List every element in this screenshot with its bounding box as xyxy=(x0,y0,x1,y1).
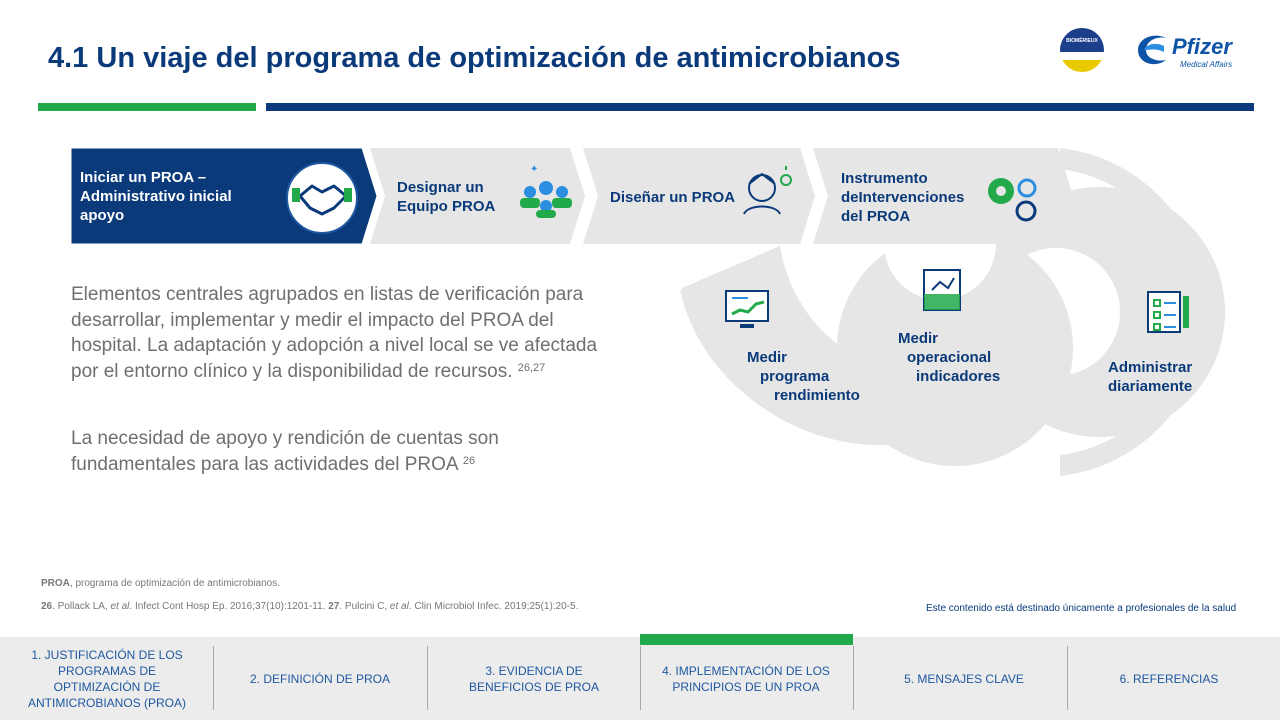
section-nav xyxy=(0,637,1280,720)
disclaimer: Este contenido está destinado únicamente a profesionales de la salud xyxy=(926,603,1237,614)
circle-rendimiento-label: Medir programa rendimiento xyxy=(747,349,860,404)
step-1-label: Iniciar un PROA – Administrativo inicial apoyo xyxy=(80,169,232,224)
flipchart-icon xyxy=(924,270,960,310)
paragraph-support: La necesidad de apoyo y rendición de cuentas son fundamentales para las actividades del PROA $^{26}$ xyxy=(71,428,499,475)
pfizer-logo-subtitle: Medical Affairs xyxy=(1180,60,1233,69)
paragraph-core-elements-refs: 26,27 xyxy=(517,361,546,374)
step-4-label: Instrumento deIntervenciones del PROA xyxy=(841,170,965,225)
step-3-label: Diseñar un PROA xyxy=(610,189,736,206)
biomerieux-logo-text: BIOMÉRIEUX xyxy=(1066,38,1098,44)
abbreviation-footnote: PROA, programa de optimización de antimicrobianos. xyxy=(41,578,281,589)
nav-item-mensajes[interactable]: 5. MENSAJES CLAVE xyxy=(904,671,1024,686)
step-2-label: Designar un Equipo PROA xyxy=(397,179,496,215)
circle-administrar-label: Administrar diariamente xyxy=(1108,359,1193,395)
circle-operacional-label: Medir operacional indicadores xyxy=(898,330,1001,385)
nav-item-referencias[interactable]: 6. REFERENCIAS xyxy=(1119,671,1219,686)
paragraph-support-ref: 26 xyxy=(462,454,476,467)
nav-item-definicion[interactable]: 2. DEFINICIÓN DE PROA xyxy=(249,671,391,686)
nav-item-justificacion[interactable]: 1. JUSTIFICACIÓN DE LOS PROGRAMAS DE OPTIMIZACIÓN DE ANTIMICROBIANOS (PROA) xyxy=(27,647,186,710)
svg-text:✦: ✦ xyxy=(530,164,539,175)
page-title: 4.1 Un viaje del programa de optimización de antimicrobianos xyxy=(48,42,901,74)
nav-active-indicator xyxy=(640,634,853,645)
paragraph-core-elements: Elementos centrales agrupados en listas de verificación para desarrollar, implementar y medir el impacto del PROA del hospital. La adaptación y adopción a nivel local se ve afectada por el entorno clínico y la disponibilidad de recursos. $^{26,27}$ xyxy=(71,284,598,382)
references-footnote: 26. Pollack LA, et al. Infect Cont Hosp Ep. 2016;37(10):1201-11. 27. Pulcini C, et al. Clin Microbiol Infec. 2019;25(1):20-5. xyxy=(41,601,579,612)
nav-item-evidencia[interactable]: 3. EVIDENCIA DE BENEFICIOS DE PROA xyxy=(468,663,600,694)
pfizer-logo-text: Pfizer xyxy=(1172,34,1232,59)
nav-item-implementacion[interactable]: 4. IMPLEMENTACIÓN DE LOS PRINCIPIOS DE UN PROA xyxy=(662,663,830,694)
handshake-icon xyxy=(287,163,357,233)
